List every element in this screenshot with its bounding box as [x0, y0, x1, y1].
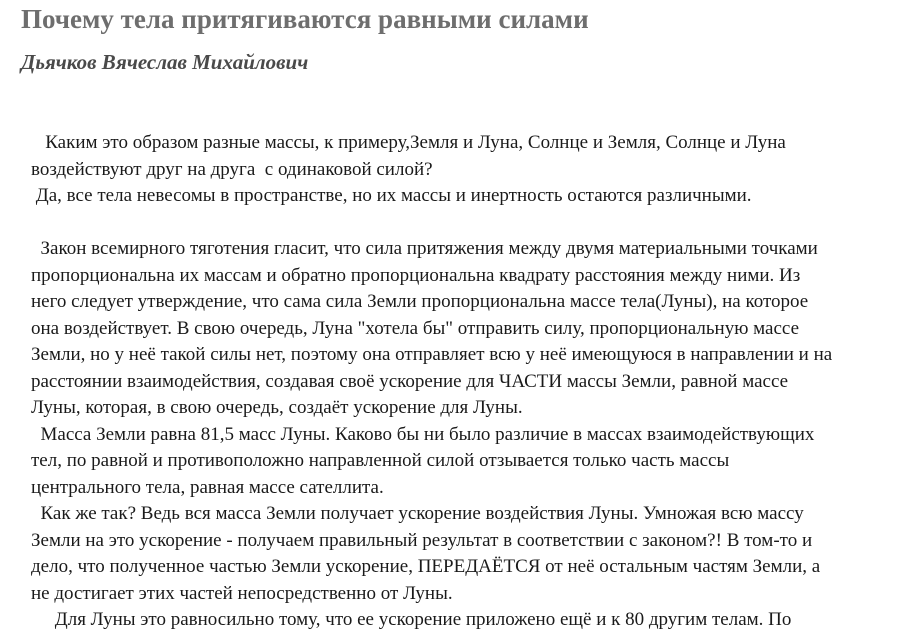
article-author: Дьячков Вячеслав Михайлович — [21, 50, 309, 74]
article-title: Почему тела притягиваются равными силами — [21, 4, 589, 34]
text-line: него следует утверждение, что сама сила Земли пропорциональна массе тела(Луны), на которое — [31, 291, 809, 312]
text-line: Каким это образом разные массы, к примеру,Земля и Луна, Солнце и Земля, Солнце и Луна — [31, 132, 786, 153]
text-line: центрального тела, равная массе сателлита. — [31, 476, 384, 498]
paragraph-5 — [31, 607, 906, 634]
text-line: Как же так? Ведь вся масса Земли получает ускорение воздействия Луны. Умножая всю массу — [31, 503, 804, 524]
text-line: Земли на это ускорение - получаем правильный результат в соответствии с законом?! В том-то и — [31, 529, 813, 551]
text-line: расстоянии взаимодействия, создавая своё ускорение для ЧАСТИ массы Земли, равной массе — [31, 370, 789, 392]
text-line: пропорциональна их массам и обратно пропорциональна квадрату расстояния между ними. Из — [31, 264, 801, 286]
text-line: тел, по равной и противоположно направленной силой отзывается только часть массы — [31, 450, 730, 471]
article-body — [31, 130, 906, 634]
text-line: Для Луны это равносильно тому, что ее ускорение приложено ещё и к 80 другим телам. По — [31, 609, 792, 630]
text-line: она воздействует. В свою очередь, Луна "хотела бы" отправить силу, пропорциональную массе — [31, 317, 800, 339]
text-line: не достигает этих частей непосредственно от Луны. — [31, 582, 453, 604]
text-line: Земли, но у неё такой силы нет, поэтому она отправляет всю у неё имеющуюся в направлении и на — [31, 344, 833, 365]
text-line: Луны, которая, в свою очередь, создаёт ускорение для Луны. — [31, 397, 523, 418]
paragraph-gap — [31, 210, 906, 237]
paragraph-1 — [31, 130, 906, 210]
paragraph-2 — [31, 236, 906, 422]
text-line: воздействуют друг на друга с одинаковой силой? — [31, 158, 433, 180]
text-line: Масса Земли равна 81,5 масс Луны. Каково бы ни было различие в массах взаимодействующих — [31, 423, 815, 445]
text-line: Закон всемирного тяготения гласит, что сила притяжения между двумя материальными точками — [31, 238, 818, 259]
text-line: дело, что полученное частью Земли ускорение, ПЕРЕДАЁТСЯ от неё остальным частям Земли, а — [31, 556, 821, 577]
paragraph-4 — [31, 501, 906, 607]
paragraph-3 — [31, 422, 906, 502]
text-line: Да, все тела невесомы в пространстве, но их массы и инертность остаются различными. — [31, 185, 752, 206]
